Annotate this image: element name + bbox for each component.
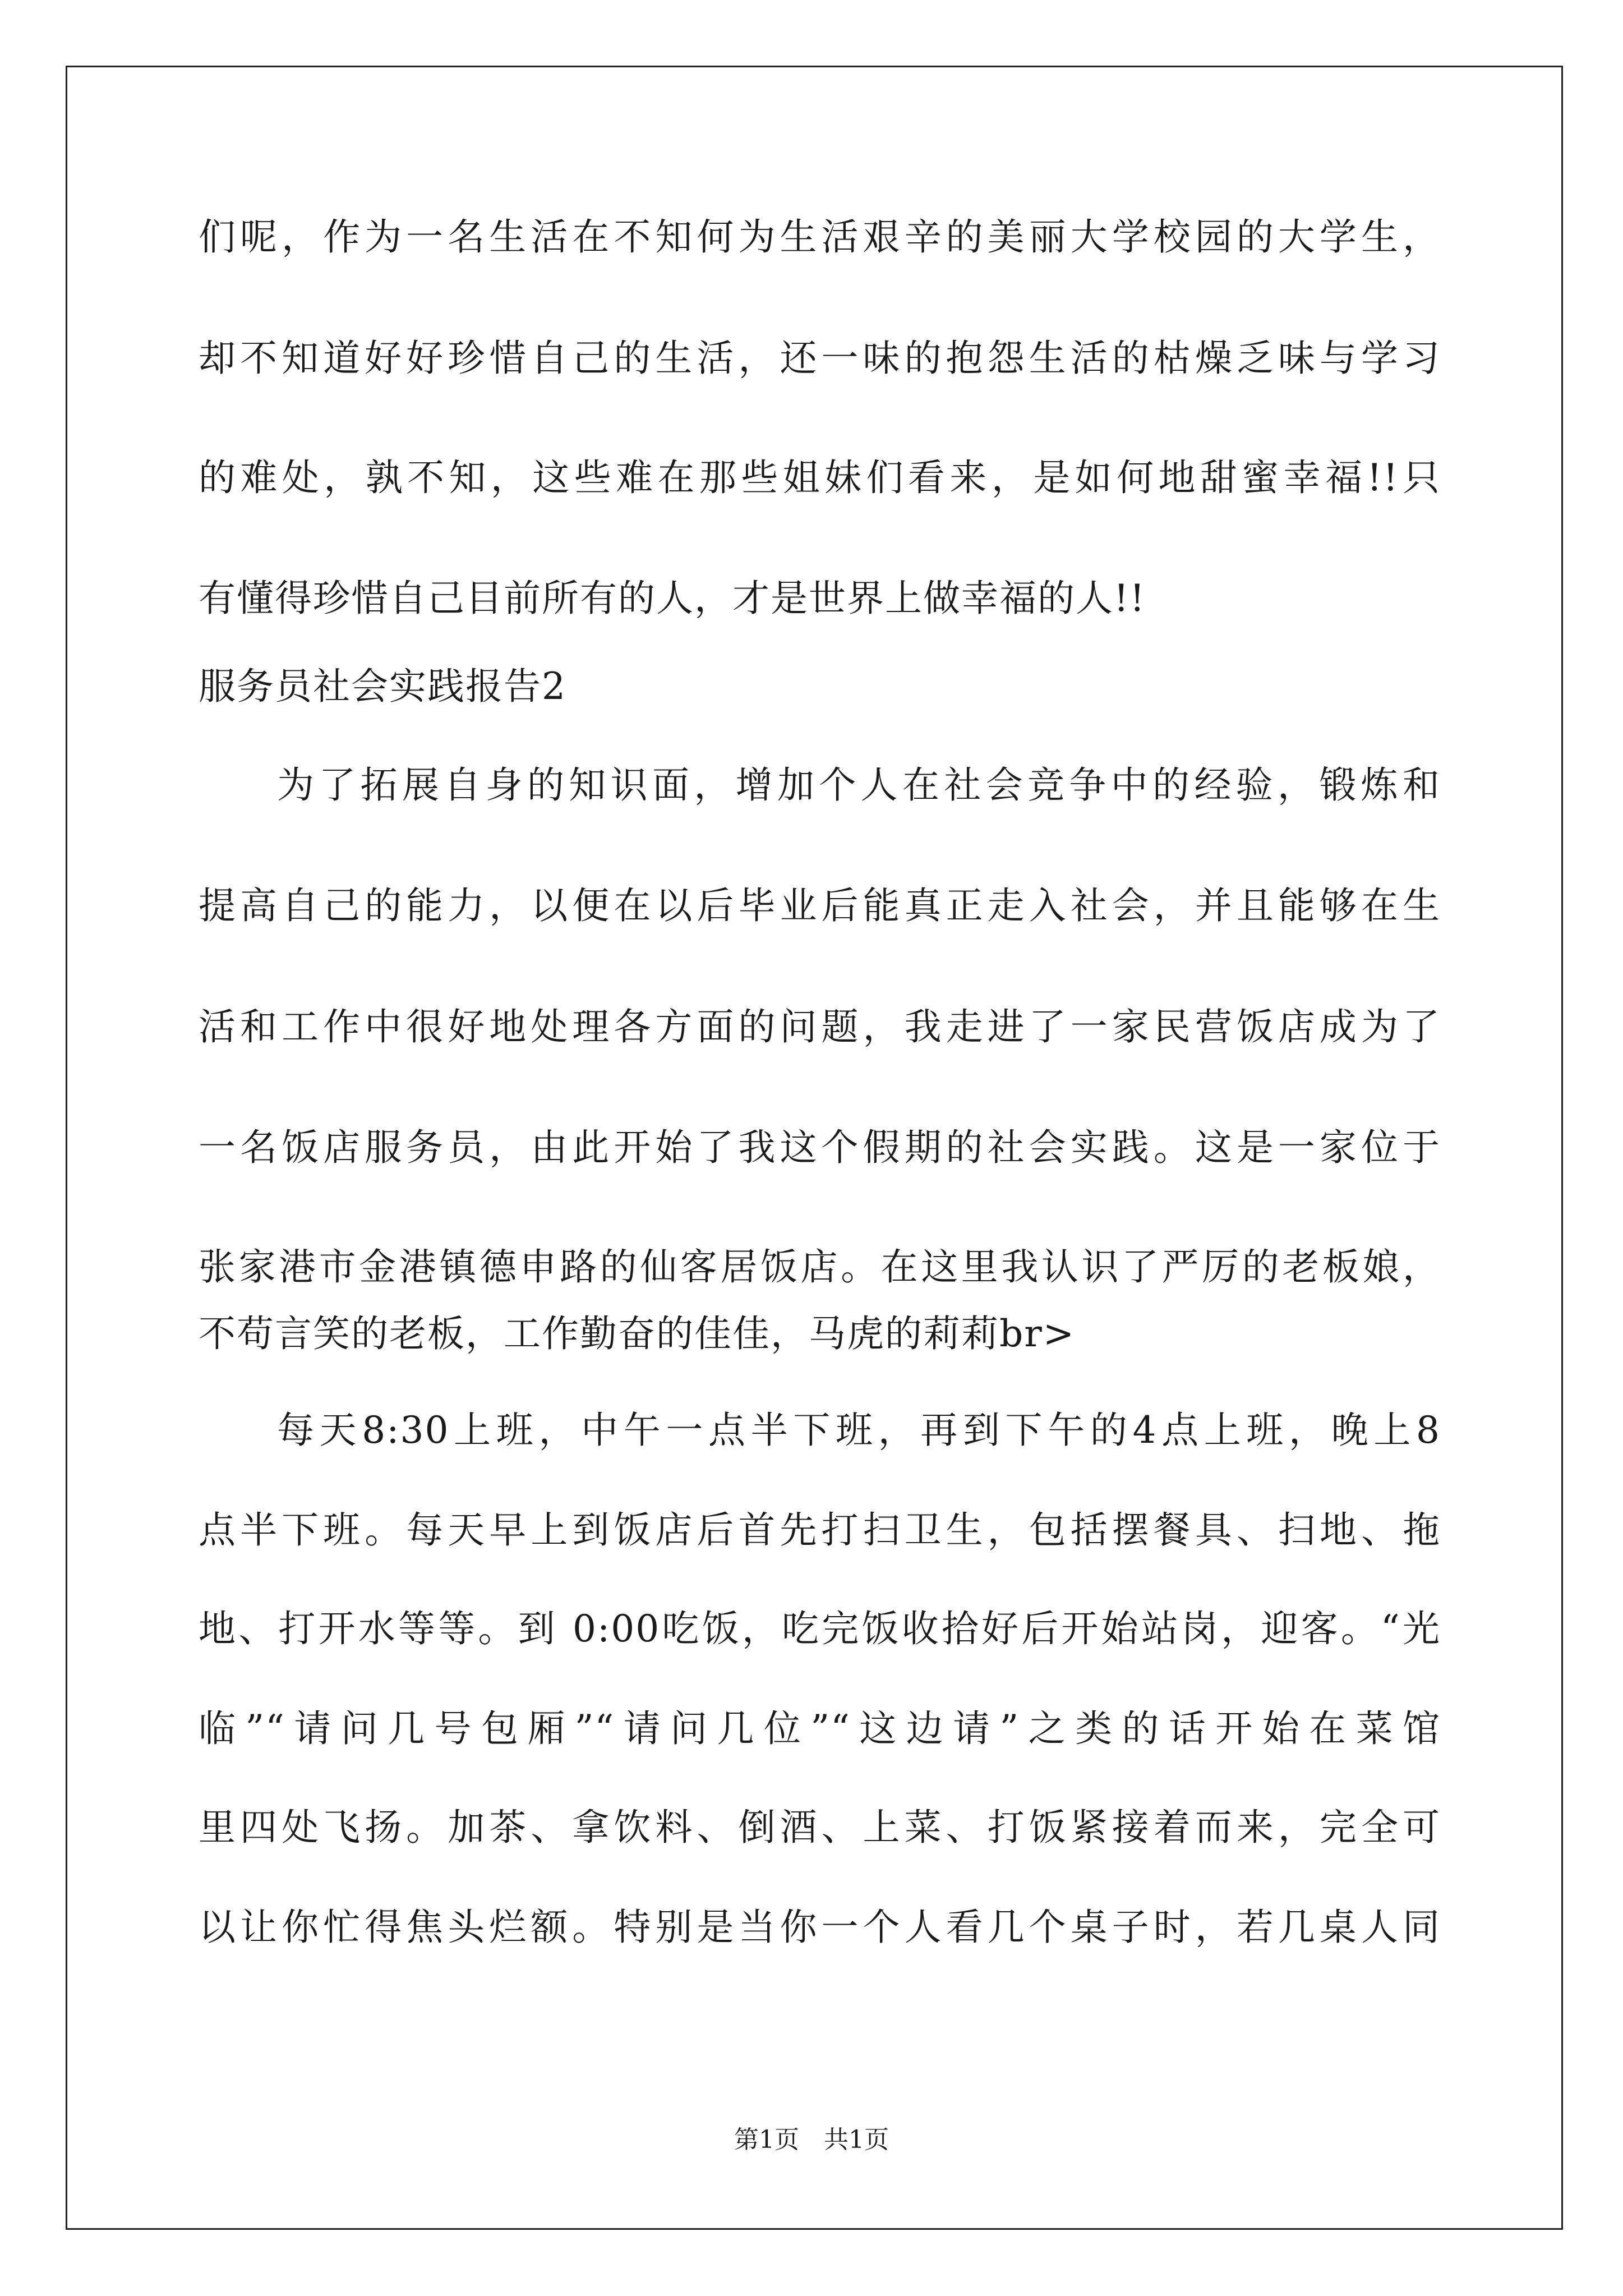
body-line: 一名饭店服务员，由此开始了我这个假期的社会实践。这是一家位于 bbox=[199, 1126, 1441, 1169]
paragraph-first-line: 每天8:30上班，中午一点半下班，再到下午的4点上班，晚上8 bbox=[277, 1409, 1441, 1452]
body-line: 不苟言笑的老板，工作勤奋的佳佳，马虎的莉莉br> bbox=[199, 1312, 1076, 1355]
paragraph-first-line: 为了拓展自身的知识面，增加个人在社会竞争中的经验，锻炼和 bbox=[277, 763, 1441, 807]
body-line: 张家港市金港镇德申路的仙客居饭店。在这里我认识了严厉的老板娘， bbox=[199, 1245, 1441, 1289]
body-line: 地、打开水等等。到 0:00吃饭，吃完饭收拾好后开始站岗，迎客。“光 bbox=[199, 1607, 1441, 1650]
body-line: 点半下班。每天早上到饭店后首先打扫卫生，包括摆餐具、扫地、拖 bbox=[199, 1508, 1441, 1552]
body-line: 临”“请问几号包厢”“请问几位”“这边请”之类的话开始在菜馆 bbox=[199, 1707, 1441, 1750]
section-heading: 服务员社会实践报告2 bbox=[199, 665, 566, 708]
body-line: 的难处，孰不知，这些难在那些姐妹们看来，是如何地甜蜜幸福!!只 bbox=[199, 456, 1441, 499]
page-number-footer: 第1页 共1页 bbox=[734, 2125, 889, 2154]
body-line: 却不知道好好珍惜自己的生活，还一味的抱怨生活的枯燥乏味与学习 bbox=[199, 337, 1441, 380]
body-line: 里四处飞扬。加茶、拿饮料、倒酒、上菜、打饭紧接着而来，完全可 bbox=[199, 1806, 1441, 1849]
body-line: 活和工作中很好地处理各方面的问题，我走进了一家民营饭店成为了 bbox=[199, 1005, 1441, 1048]
body-line: 提高自己的能力，以便在以后毕业后能真正走入社会，并且能够在生 bbox=[199, 884, 1441, 927]
body-line: 以让你忙得焦头烂额。特别是当你一个人看几个桌子时，若几桌人同 bbox=[199, 1906, 1441, 1949]
body-line: 们呢，作为一名生活在不知何为生活艰辛的美丽大学校园的大学生， bbox=[199, 215, 1441, 259]
body-line: 有懂得珍惜自己目前所有的人，才是世界上做幸福的人!! bbox=[199, 577, 1146, 620]
